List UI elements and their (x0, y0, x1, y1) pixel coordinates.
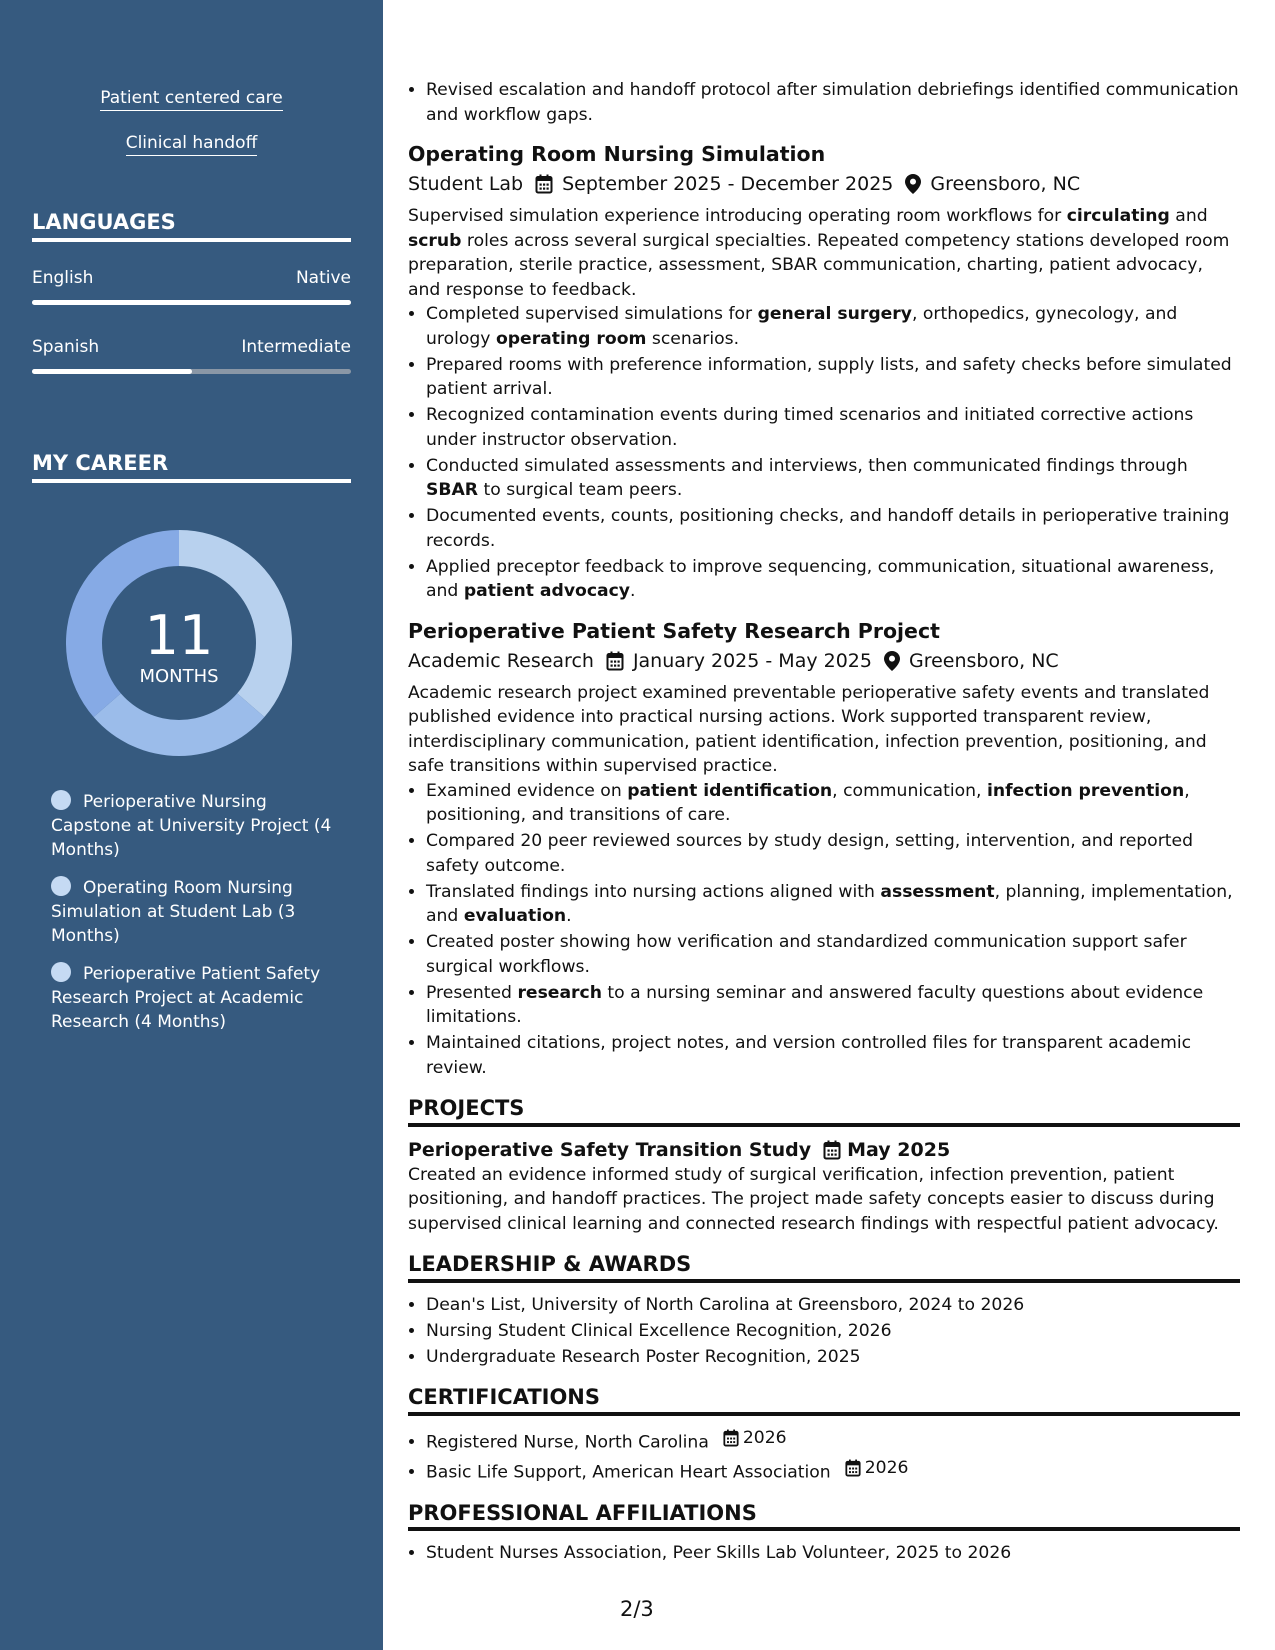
carryover-list (408, 78, 1240, 127)
list-item: • Recognized contamination events during timed scenarios and initiated corrective actions under instructor observation. (426, 403, 1240, 452)
list-item: • Created poster showing how verification and standardized communication support safer surgical workflows. (426, 930, 1240, 979)
career-legend-label: Operating Room Nursing Simulation at Student Lab (3 Months) (51, 878, 296, 946)
language-level: Intermediate (241, 337, 351, 357)
list-item: • Presented research to a nursing seminar and answered faculty questions about evidence limitations. (426, 981, 1240, 1030)
language-level: Native (295, 268, 351, 288)
job-title: Perioperative Patient Safety Research Project (408, 618, 940, 643)
career-legend-item (51, 876, 341, 948)
project-title: Perioperative Safety Transition Study (408, 1138, 812, 1161)
list-item: • Conducted simulated assessments and interviews, then communicated findings through SBAR to surgical team peers. (426, 454, 1240, 503)
job-org: Student Lab (408, 173, 524, 195)
language-row (32, 337, 351, 357)
certification-date (723, 1426, 787, 1451)
skill-label: Clinical handoff (126, 133, 258, 156)
calendar-icon (606, 651, 624, 671)
list-item: • Prepared rooms with preference information, supply lists, and safety checks before simulated patient arrival. (426, 353, 1240, 402)
job-dates: September 2025 - December 2025 (562, 173, 894, 195)
list-item: • Documented events, counts, positioning checks, and handoff details in perioperative training records. (426, 504, 1240, 553)
list-item: • Completed supervised simulations for general surgery, orthopedics, gynecology, and urology operating room scenarios. (426, 302, 1240, 351)
leadership-list (408, 1293, 1240, 1370)
career-heading: MY CAREER (32, 451, 351, 483)
affiliations-heading: PROFESSIONAL AFFILIATIONS (408, 1501, 1240, 1532)
certifications-heading: CERTIFICATIONS (408, 1385, 1240, 1416)
list-item: • Undergraduate Research Poster Recognition, 2025 (426, 1345, 1240, 1370)
skill-label: Patient centered care (100, 88, 282, 111)
job-bullets (408, 302, 1240, 604)
language-row (32, 268, 351, 288)
location-pin-icon (905, 174, 921, 194)
job-bullets (408, 779, 1240, 1081)
list-item: • Revised escalation and handoff protocol after simulation debriefings identified communication and workflow gaps. (426, 78, 1240, 127)
location-pin-icon (884, 651, 900, 671)
job-location: Greensboro, NC (908, 649, 1059, 672)
career-total-value: 11 (144, 604, 214, 667)
calendar-icon (723, 1429, 739, 1447)
job-meta (408, 169, 1240, 199)
list-item: • Nursing Student Clinical Excellence Recognition, 2026 (426, 1319, 1240, 1344)
languages-heading: LANGUAGES (32, 210, 351, 242)
job-location: Greensboro, NC (930, 173, 1081, 195)
calendar-icon (535, 174, 553, 194)
leadership-heading: LEADERSHIP & AWARDS (408, 1252, 1240, 1283)
project-title-row (408, 1137, 1240, 1163)
certifications-list (408, 1426, 1240, 1485)
career-legend-label: Perioperative Patient Safety Research Project at Academic Research (4 Months) (51, 964, 321, 1032)
bullet-dot-icon (51, 962, 71, 982)
career-legend-label: Perioperative Nursing Capstone at University Project (4 Months) (51, 792, 332, 860)
list-item: • Examined evidence on patient identification, communication, infection prevention, positioning, and transitions of care. (426, 779, 1240, 828)
certification-year: 2026 (742, 1427, 787, 1448)
language-name: Spanish (32, 337, 100, 357)
sidebar (0, 0, 383, 1650)
career-donut-chart (66, 530, 292, 756)
list-item (426, 1456, 1240, 1485)
list-item: • Maintained citations, project notes, and version controlled files for transparent academic review. (426, 1031, 1240, 1080)
page-number: 2/3 (620, 1597, 654, 1621)
project-entry (408, 1137, 1240, 1237)
certification-name: Registered Nurse, North Carolina (426, 1431, 709, 1452)
language-name: English (32, 268, 94, 288)
list-item: • Dean's List, University of North Carolina at Greensboro, 2024 to 2026 (426, 1293, 1240, 1318)
language-proficiency-fill (32, 369, 192, 374)
certification-year: 2026 (864, 1457, 909, 1478)
job-dates: January 2025 - May 2025 (632, 649, 872, 672)
skill-item (0, 88, 383, 108)
affiliations-list (408, 1541, 1240, 1566)
projects-heading: PROJECTS (408, 1096, 1240, 1127)
job-title: Operating Room Nursing Simulation (408, 142, 826, 166)
donut-segment (94, 693, 265, 756)
career-legend-item (51, 962, 341, 1034)
list-item (426, 1426, 1240, 1455)
calendar-icon (845, 1459, 861, 1477)
career-legend-item (51, 790, 341, 862)
project-date: May 2025 (847, 1138, 951, 1161)
certification-name: Basic Life Support, American Heart Association (426, 1462, 831, 1482)
language-proficiency-bar (32, 369, 351, 374)
list-item: • Applied preceptor feedback to improve sequencing, communication, situational awareness, and patient advocacy. (426, 555, 1240, 604)
job-description: Supervised simulation experience introducing operating room workflows for circulating and scrub roles across several surgical specialties. Repeated competency stations developed room preparation, sterile practice, assessment, SBAR communication, charting, patient advocacy, and response to feedback. (408, 206, 1230, 300)
experience-entry (408, 139, 1240, 604)
bullet-dot-icon (51, 790, 71, 810)
job-description: Academic research project examined preventable perioperative safety events and translated published evidence into practical nursing actions. Work supported transparent review, interdisciplinary communication, patient identification, infection prevention, positioning, and safe transitions within supervised practice. (408, 682, 1210, 776)
career-total-unit: MONTHS (139, 666, 219, 687)
language-proficiency-fill (32, 300, 351, 305)
skill-item (0, 133, 383, 153)
main-content (408, 78, 1240, 1567)
bullet-dot-icon (51, 876, 71, 896)
list-item: • Student Nurses Association, Peer Skills Lab Volunteer, 2025 to 2026 (426, 1541, 1240, 1566)
project-description: Created an evidence informed study of surgical verification, infection prevention, patient positioning, and handoff practices. The project made safety concepts easier to discuss during supervised clinical learning and connected research findings with respectful patient advocacy. (408, 1164, 1219, 1234)
job-meta (408, 646, 1240, 676)
language-proficiency-bar (32, 300, 351, 305)
certification-date (845, 1456, 909, 1481)
experience-entry (408, 616, 1240, 1081)
list-item: • Translated findings into nursing actions aligned with assessment, planning, implementation, and evaluation. (426, 880, 1240, 929)
list-item: • Compared 20 peer reviewed sources by study design, setting, intervention, and reported safety outcome. (426, 829, 1240, 878)
calendar-icon (823, 1140, 841, 1160)
job-org: Academic Research (408, 649, 594, 672)
career-legend (51, 790, 341, 1048)
